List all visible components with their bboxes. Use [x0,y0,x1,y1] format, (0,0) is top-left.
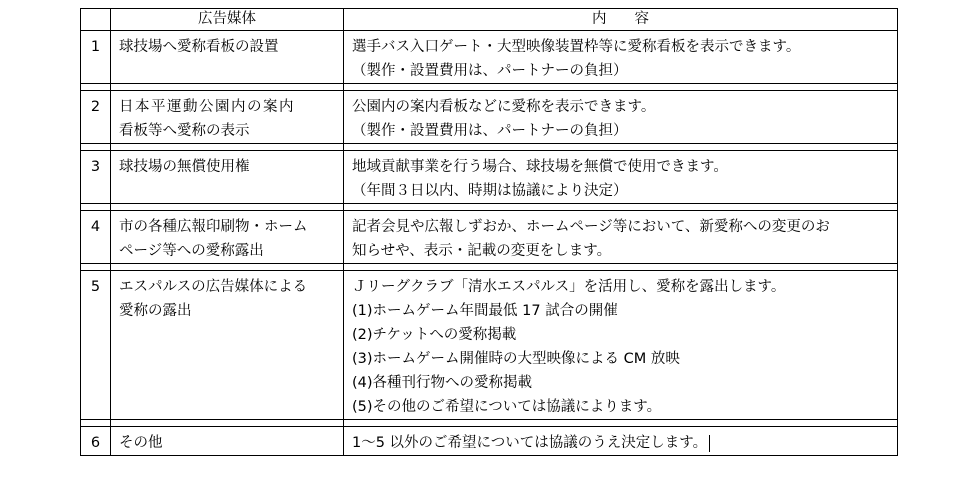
content-line-editable[interactable] [352,431,889,455]
content-cell [344,211,898,264]
media-line: エスパルスの広告媒体による [119,279,308,295]
content-line: (4)各種刊行物への愛称掲載 [352,375,533,391]
table-row [81,271,898,420]
table-header-row [81,9,898,31]
row-number: 6 [81,427,111,456]
content-line: （製作・設置費用は、パートナーの負担） [352,123,628,139]
content-line: (5)その他のご希望については協議によります。 [352,399,662,415]
table-row [81,427,898,456]
content-line: （年間３日以内、時期は協議により決定） [352,183,628,199]
content-line: (1)ホームゲーム年間最低 17 試合の開催 [352,303,618,319]
media-cell [111,427,344,456]
table-row [81,151,898,204]
content-line-text: 1～5 以外のご希望については協議のうえ決定します。 [352,435,708,451]
content-line: 知らせや、表示・記載の変更をします。 [352,243,612,259]
document-page [80,8,898,456]
media-line: 日本平運動公園内の案内 [119,99,295,115]
table-row [81,31,898,84]
row-number: 2 [81,91,111,144]
content-line: 選手バス入口ゲート・大型映像装置枠等に愛称看板を表示できます。 [352,39,801,55]
media-line: 看板等へ愛称の表示 [119,123,250,139]
media-cell [111,211,344,264]
media-cell [111,91,344,144]
media-cell [111,31,344,84]
content-line: Ｊリーグクラブ「清水エスパルス」を活用し、愛称を露出します。 [352,279,786,295]
content-line: 公園内の案内看板などに愛称を表示できます。 [352,99,656,115]
row-number: 5 [81,271,111,420]
header-num [81,9,111,31]
content-cell [344,151,898,204]
media-line: 球技場へ愛称看板の設置 [119,39,279,55]
content-line: (3)ホームゲーム開催時の大型映像による CM 放映 [352,351,680,367]
media-line: 球技場の無償使用権 [119,159,250,175]
partner-benefits-table [80,8,898,456]
content-cell [344,91,898,144]
text-cursor [709,435,710,452]
content-line: 地域貢献事業を行う場合、球技場を無償で使用できます。 [352,159,728,175]
media-line: 愛称の露出 [119,303,192,319]
content-line: 記者会見や広報しずおか、ホームページ等において、新愛称への変更のお [352,219,830,235]
header-content [344,9,898,31]
header-media: 広告媒体 [111,9,344,31]
content-cell[interactable] [344,427,898,456]
media-cell [111,151,344,204]
row-number: 4 [81,211,111,264]
table-row [81,91,898,144]
content-line: （製作・設置費用は、パートナーの負担） [352,63,628,79]
table-row [81,211,898,264]
content-cell [344,271,898,420]
content-cell [344,31,898,84]
row-number: 1 [81,31,111,84]
media-line: ページ等への愛称露出 [119,243,264,259]
media-line: その他 [119,435,163,451]
content-line: (2)チケットへの愛称掲載 [352,327,517,343]
media-cell [111,271,344,420]
row-number: 3 [81,151,111,204]
header-content-label: 内容 [592,11,677,27]
media-line: 市の各種広報印刷物・ホーム [119,219,308,235]
